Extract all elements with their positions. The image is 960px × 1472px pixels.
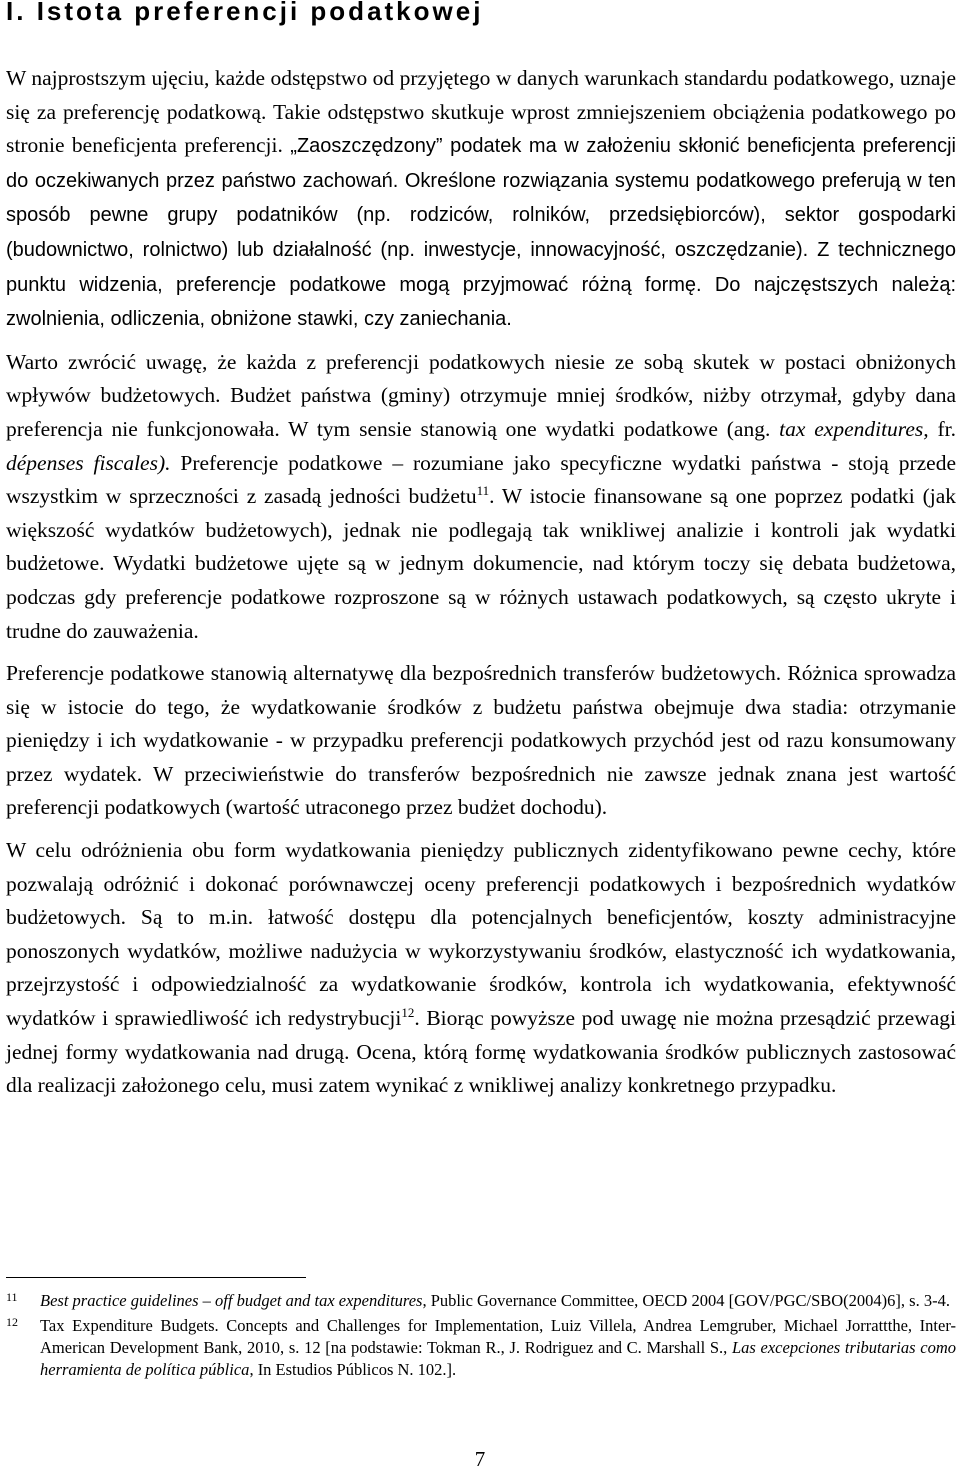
paragraph-segment: „Zaoszczędzony” podatek ma w założeniu skłonić beneficjenta preferencji do oczekiwanych przez państwo zachowań. Określone rozwiązania systemu podatkowego preferują w ten sposób pewne grupy podatników (np. rodziców, rolników, przedsiębiorców), sektor gospodarki (budownictwo, rolnictwo) lub działalność (np. inwestycje, innowacyjność, oszczędzanie). Z technicznego punktu widzenia, preferencje podatkowe mogą przyjmować różną formę. Do najczęstszych należą: zwolnienia, odliczenia, obniżone stawki, czy zaniechania. [6,135,956,331]
paragraph-segment: . Biorąc powyższe pod uwagę nie można przesądzić przewagi jednej formy wydatkowania nad drugą. Ocena, którą formę wydatkowania środków publicznych zastosować dla realizacji założonego celu, musi zatem wynikać z wnikliwej analizy konkretnego przypadku. [6,1006,956,1098]
paragraph-segment-italic: dépenses fiscales). [6,450,171,475]
footnote-reference[interactable]: 11 [476,482,490,498]
paragraph-segment: Preferencje podatkowe – rozumiane jako specyficzne wydatki państwa - stoją przede wszystkim w sprzeczności z zasadą jedności budżetu [6,450,957,509]
footnote-segment: , Public Governance Committee, OECD 2004 [GOV/PGC/SBO(2004)6], s. 3-4. [422,1291,950,1310]
section-number: I. [6,0,27,26]
paragraph [6,834,956,1103]
footnote [6,1290,956,1312]
paragraph [6,346,956,648]
footnote-segment-italic: Las excepciones tributarias como herramienta de política pública [40,1338,956,1379]
footnote-number: 12 [6,1315,18,1329]
footnotes [6,1290,956,1384]
footnote-segment: , In Estudios Públicos N. 102.]. [249,1360,457,1379]
footnote-segment-italic: Best practice guidelines – off budget and tax expenditures [40,1291,423,1310]
section-heading [6,0,483,28]
paragraph-segment: Preferencje podatkowe stanowią alternatywę dla bezpośrednich transferów budżetowych. Różnica sprowadza się w istocie do tego, że wydatkowanie środków z budżetu państwa obejmuje dwa stadia: otrzymanie pieniędzy i ich wydatkowanie - w przypadku preferencji podatkowych przychód jest od razu konsumowany przez wydatek. W przeciwieństwie do transferów bezpośrednich nie zawsze jednak znana jest wartość preferencji podatkowych (wartość utraconego przez budżet dochodu). [6,661,956,820]
paragraph-segment: Warto zwrócić uwagę, że każda z preferencji podatkowych niesie ze sobą skutek w postaci obniżonych wpływów budżetowych. Budżet państwa (gminy) otrzymuje mniej środków, niżby otrzymał, gdyby dana preferencja nie funkcjonowała. W tym sensie stanowią one wydatki podatkowe (ang. [6,349,956,441]
paragraph-segment: W celu odróżnienia obu form wydatkowania pieniędzy publicznych zidentyfikowano pewne cechy, które pozwalają odróżnić i dokonać porównawczej oceny preferencji podatkowych i bezpośrednich wydatków budżetowych. Są to m.in. łatwość dostępu dla potencjalnych beneficjentów, koszty administracyjne ponoszonych wydatków, możliwe nadużycia w wykorzystywaniu środków, elastyczność ich wydatkowania, przejrzystość i odpowiedzialność za wydatkowanie środków, kontrola ich wydatkowania, efektywność wydatków i sprawiedliwość ich redystrybucji [6,838,956,1031]
footnote-separator [6,1277,306,1278]
paragraph-segment-italic: tax expenditures, [779,416,929,441]
paragraph [6,657,956,825]
paragraph [6,62,956,337]
section-title: Istota preferencji podatkowej [36,0,484,26]
footnote-number: 11 [6,1290,18,1304]
body-text [6,62,956,1112]
paragraph-segment: . W istocie finansowane są one poprzez podatki (jak większość wydatków budżetowych), jednak nie podlegają tak wnikliwej analizie i kontroli jak wydatki budżetowe. Wydatki budżetowe ujęte są w jednym dokumencie, nad którym toczy się debata budżetowa, podczas gdy preferencje podatkowe rozproszone są w różnych ustawach podatkowych, są często ukryte i trudne do zauważenia. [6,484,956,643]
page-number: 7 [474,1447,486,1471]
footnote-reference[interactable]: 12 [401,1004,415,1020]
footnote-segment: Tax Expenditure Budgets. Concepts and Challenges for Implementation, Luiz Villela, Andrea Lemgruber, Michael Jorrattthe, Inter-American Development Bank, 2010, s. 12 [na podstawie: Tokman R., J. Rodriguez and C. Marshall S., [40,1316,956,1357]
paragraph-segment: W najprostszym ujęciu, każde odstępstwo od przyjętego w danych warunkach standardu podatkowego, uznaje się za preferencję podatkową. Takie odstępstwo skutkuje wprost zmniejszeniem obciążenia podatkowego po stronie beneficjenta preferencji. [6,66,956,158]
paragraph-segment: fr. [928,416,956,441]
footnote [6,1315,956,1381]
